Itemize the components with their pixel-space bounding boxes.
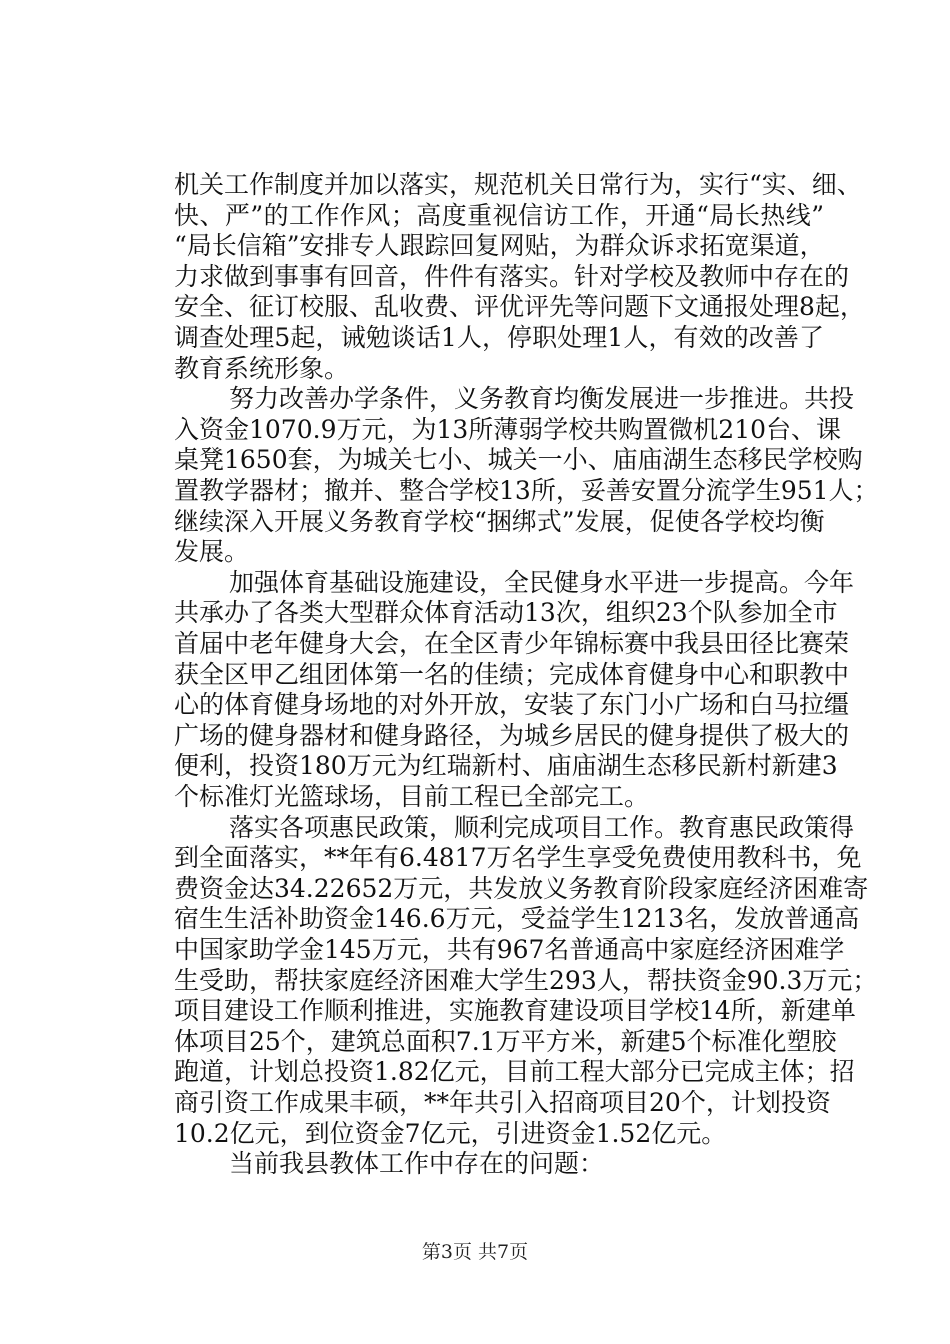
body-text-line: 教育系统形象。 [174,353,350,383]
body-text-line: 体项目25个，建筑总面积7.1万平方米，新建5个标准化塑胶 [174,1026,837,1056]
body-text-line: 机关工作制度并加以落实，规范机关日常行为，实行“实、细、 [174,170,862,199]
body-text-line: 入资金1070.9万元，为13所薄弱学校共购置微机210台、课 [174,414,842,444]
body-text-line: 快、严”的工作作风；高度重视信访工作，开通“局长热线” [174,200,824,230]
body-text-line: “局长信箱”安排专人跟踪回复网贴，为群众诉求拓宽渠道， [174,231,825,261]
body-text-line: 个标准灯光篮球场，目前工程已全部完工。 [174,782,650,811]
page-number-footer: 第3页 共7页 [421,1241,529,1263]
body-text-line: 心的体育健身场地的对外开放，安装了东门小广场和白马拉缰 [174,690,850,720]
body-text-line: 安全、征订校服、乱收费、评优评先等问题下文通报处理8起， [174,292,865,322]
body-text-line: 项目建设工作顺利推进，实施教育建设项目学校14所，新建单 [174,996,856,1026]
body-text-line: 桌凳1650套，为城关七小、城关一小、庙庙湖生态移民学校购 [174,445,863,475]
body-text-line: 10.2亿元，到位资金7亿元，引进资金1.52亿元。 [174,1118,727,1148]
body-text-line: 中国家助学金145万元，共有967名普通高中家庭经济困难学 [174,935,845,964]
body-text-line: 生受助，帮扶家庭经济困难大学生293人，帮扶资金90.3万元； [174,965,878,995]
body-text-line: 发展。 [174,537,250,567]
body-text-line: 继续深入开展义务教育学校“捆绑式”发展，促使各学校均衡 [174,506,825,536]
body-text-line: 跑道，计划总投资1.82亿元，目前工程大部分已完成主体；招 [174,1057,855,1087]
body-text-line: 首届中老年健身大会，在全区青少年锦标赛中我县田径比赛荣 [174,629,850,658]
body-text-line: 力求做到事事有回音，件件有落实。针对学校及教师中存在的 [174,261,850,291]
body-text-line: 获全区甲乙组团体第一名的佳绩；完成体育健身中心和职教中 [174,659,850,689]
body-text-line: 共承办了各类大型群众体育活动13次，组织23个队参加全市 [174,598,838,628]
body-text-line: 调查处理5起，诫勉谈话1人，停职处理1人，有效的改善了 [174,323,824,352]
body-text-line: 费资金达34.22652万元，共发放义务教育阶段家庭经济困难寄 [174,873,869,903]
paragraph-first-line: 努力改善办学条件，义务教育均衡发展进一步推进。共投 [229,384,855,414]
body-text-line: 宿生生活补助资金146.6万元，受益学生1213名，发放普通高 [174,904,860,934]
paragraph-first-line: 加强体育基础设施建设，全民健身水平进一步提高。今年 [229,567,855,597]
paragraph-first-line: 当前我县教体工作中存在的问题： [229,1149,605,1179]
paragraph-first-line: 落实各项惠民政策，顺利完成项目工作。教育惠民政策得 [229,812,855,842]
body-text-line: 到全面落实，**年有6.4817万名学生享受免费使用教科书，免 [174,843,862,873]
body-text-line: 商引资工作成果丰硕，**年共引入招商项目20个，计划投资 [174,1088,831,1117]
body-text-line: 便利，投资180万元为红瑞新村、庙庙湖生态移民新村新建3 [174,751,838,781]
body-text-line: 广场的健身器材和健身路径，为城乡居民的健身提供了极大的 [174,720,850,750]
body-text-line: 置教学器材；撤并、整合学校13所，妥善安置分流学生951人； [174,476,879,505]
